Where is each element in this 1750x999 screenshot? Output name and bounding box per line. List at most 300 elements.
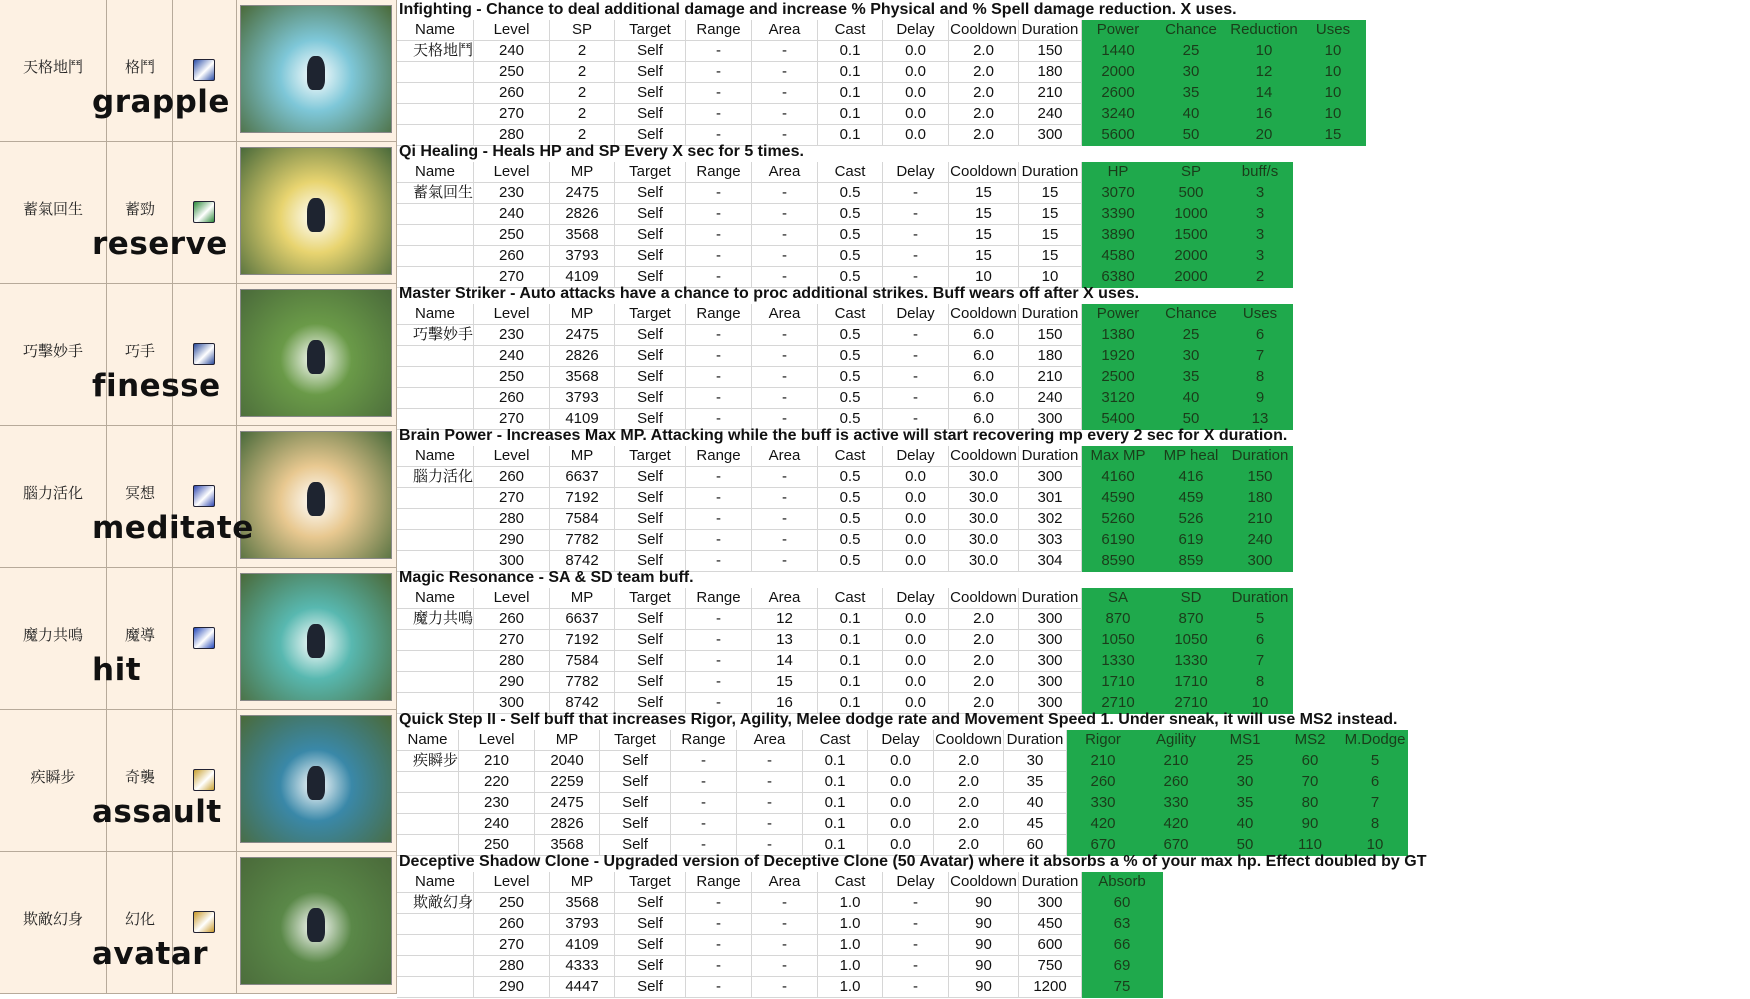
column-header: Level [474, 588, 550, 609]
stat-cell: 13 [752, 630, 818, 651]
bonus-stat-cell: 30 [1155, 62, 1228, 83]
column-header: Target [615, 588, 686, 609]
bonus-column-header: Reduction [1228, 20, 1301, 41]
stat-cell: Self [615, 62, 686, 83]
skill-name-cell: 天格地鬥 [397, 41, 474, 62]
column-header: Cast [803, 730, 868, 751]
column-header: Cooldown [949, 446, 1019, 467]
stat-cell: - [686, 651, 752, 672]
skill-screenshot [240, 431, 392, 559]
stat-cell: 2826 [550, 346, 615, 367]
skill-name-cell [397, 62, 474, 83]
bonus-stat-cell: 5260 [1082, 509, 1155, 530]
bonus-stat-cell: 2500 [1082, 367, 1155, 388]
table-row [397, 530, 1293, 551]
bonus-stat-cell: 13 [1228, 409, 1293, 430]
stat-cell: - [686, 367, 752, 388]
skill-category-cell [107, 852, 173, 994]
stat-cell: Self [615, 83, 686, 104]
stat-cell: - [686, 672, 752, 693]
bonus-column-header: Power [1082, 304, 1155, 325]
bonus-stat-cell: 40 [1155, 104, 1228, 125]
stat-cell: 30 [1004, 751, 1067, 772]
stat-cell: 2 [550, 104, 615, 125]
stat-cell: 3793 [550, 246, 615, 267]
stat-cell: 1.0 [818, 914, 883, 935]
column-header: Duration [1019, 304, 1082, 325]
stat-cell: 10 [1019, 267, 1082, 288]
column-header: Name [397, 588, 474, 609]
column-header: Name [397, 872, 474, 893]
skill-name-cell [397, 346, 474, 367]
bonus-stat-cell: 859 [1155, 551, 1228, 572]
stat-cell: - [752, 977, 818, 998]
bonus-stat-cell: 40 [1155, 388, 1228, 409]
column-header: MP [550, 446, 615, 467]
column-header: Target [615, 446, 686, 467]
skill-screenshot [240, 857, 392, 985]
stat-cell: 300 [1019, 409, 1082, 430]
bonus-stat-cell: 870 [1155, 609, 1228, 630]
stat-cell: 2475 [550, 183, 615, 204]
skill-name-cell [397, 246, 474, 267]
skill-stats-table [397, 20, 1366, 146]
stat-cell: 6637 [550, 467, 615, 488]
stat-cell: 90 [949, 935, 1019, 956]
stat-cell: - [883, 388, 949, 409]
column-header: Name [397, 730, 459, 751]
table-row [397, 751, 1408, 772]
stat-cell: 270 [474, 488, 550, 509]
bonus-stat-cell: 1500 [1155, 225, 1228, 246]
stat-cell: 600 [1019, 935, 1082, 956]
stat-cell: 150 [1019, 41, 1082, 62]
bonus-stat-cell: 8590 [1082, 551, 1155, 572]
stat-cell: 270 [474, 935, 550, 956]
stat-cell: 90 [949, 956, 1019, 977]
bonus-stat-cell: 1330 [1082, 651, 1155, 672]
column-header: Duration [1019, 872, 1082, 893]
skill-cn-name-cell [0, 852, 107, 994]
stat-cell: 250 [474, 62, 550, 83]
skill-category-cell [107, 710, 173, 852]
stat-cell: 0.0 [883, 83, 949, 104]
stat-cell: 2475 [550, 325, 615, 346]
skill-icon-cell [173, 568, 237, 710]
bonus-stat-cell: 30 [1155, 346, 1228, 367]
stat-cell: 0.1 [803, 835, 868, 856]
stat-cell: - [671, 835, 737, 856]
stat-cell: 2 [550, 41, 615, 62]
stat-cell: 0.5 [818, 225, 883, 246]
stat-cell: - [752, 62, 818, 83]
stat-cell: 0.0 [883, 672, 949, 693]
skill-category: 巧手 [124, 342, 155, 360]
bonus-stat-cell: 1710 [1155, 672, 1228, 693]
skill-name-cell: 魔力共鳴 [397, 609, 474, 630]
stat-cell: 2.0 [934, 793, 1004, 814]
stat-cell: - [752, 183, 818, 204]
skill-title: Infighting - Chance to deal additional damage and increase % Physical and % Spell damage reduction. X uses. [399, 1, 1237, 18]
column-header: Delay [883, 162, 949, 183]
stat-cell: 14 [752, 651, 818, 672]
column-header: Level [474, 446, 550, 467]
bonus-stat-cell: 50 [1155, 125, 1228, 146]
column-header: Duration [1004, 730, 1067, 751]
column-header: Range [686, 162, 752, 183]
stat-cell: - [883, 225, 949, 246]
skill-english-name: avatar [92, 936, 209, 972]
bonus-column-header: Chance [1155, 20, 1228, 41]
stat-cell: 3568 [550, 225, 615, 246]
skill-name-cell [397, 509, 474, 530]
skill-screenshot-cell [237, 710, 397, 852]
stat-cell: 2.0 [949, 630, 1019, 651]
skill-name-cell: 巧擊妙手 [397, 325, 474, 346]
stat-cell: - [752, 267, 818, 288]
stat-cell: 0.5 [818, 409, 883, 430]
stat-cell: 2 [550, 83, 615, 104]
stat-cell: Self [615, 346, 686, 367]
stat-cell: 240 [1019, 104, 1082, 125]
skill-category-cell [107, 0, 173, 142]
bonus-stat-cell: 35 [1155, 83, 1228, 104]
skill-screenshot-cell [237, 852, 397, 994]
stat-cell: 3793 [550, 388, 615, 409]
stat-cell: Self [615, 204, 686, 225]
bonus-stat-cell: 80 [1278, 793, 1343, 814]
bonus-stat-cell: 7 [1228, 651, 1293, 672]
stat-cell: 2.0 [949, 609, 1019, 630]
stat-cell: 2475 [535, 793, 600, 814]
bonus-stat-cell: 1000 [1155, 204, 1228, 225]
stat-cell: 40 [1004, 793, 1067, 814]
stat-cell: - [737, 751, 803, 772]
stat-cell: - [883, 183, 949, 204]
bonus-stat-cell: 8 [1228, 367, 1293, 388]
stat-cell: 0.0 [868, 772, 934, 793]
bonus-stat-cell: 870 [1082, 609, 1155, 630]
skill-title: Deceptive Shadow Clone - Upgraded version of Deceptive Clone (50 Avatar) where it absorbs a % of your max hp. Effect doubled by GT [399, 853, 1427, 870]
stat-cell: 300 [1019, 651, 1082, 672]
column-header: Target [600, 730, 671, 751]
bonus-column-header: Power [1082, 20, 1155, 41]
stat-cell: Self [615, 914, 686, 935]
stat-cell: 0.0 [883, 630, 949, 651]
stat-cell: 0.5 [818, 509, 883, 530]
bonus-column-header: Uses [1301, 20, 1366, 41]
stat-cell: - [686, 388, 752, 409]
table-row [397, 83, 1366, 104]
bonus-stat-cell: 10 [1228, 693, 1293, 714]
skill-icon-cell [173, 710, 237, 852]
column-header: Target [615, 872, 686, 893]
stat-cell: 2.0 [934, 835, 1004, 856]
bonus-column-header: Duration [1228, 446, 1293, 467]
stat-cell: - [752, 83, 818, 104]
stat-cell: 0.5 [818, 346, 883, 367]
stat-cell: Self [615, 630, 686, 651]
column-header: Delay [883, 304, 949, 325]
skill-block [0, 568, 1750, 710]
table-header-row [397, 446, 1293, 467]
stat-cell: 270 [474, 267, 550, 288]
stat-cell: Self [600, 751, 671, 772]
skill-name-cell [397, 672, 474, 693]
bonus-stat-cell: 2000 [1155, 246, 1228, 267]
character-figure-icon [307, 56, 325, 90]
stat-cell: 0.0 [868, 793, 934, 814]
stat-cell: - [883, 914, 949, 935]
stat-cell: - [752, 204, 818, 225]
stat-cell: 0.5 [818, 367, 883, 388]
stat-cell: - [883, 267, 949, 288]
bonus-stat-cell: 7 [1343, 793, 1408, 814]
bonus-stat-cell: 459 [1155, 488, 1228, 509]
bonus-stat-cell: 3240 [1082, 104, 1155, 125]
stat-cell: 0.1 [803, 751, 868, 772]
column-header: Cast [818, 588, 883, 609]
skill-english-name: grapple [92, 84, 230, 120]
stat-cell: 250 [474, 225, 550, 246]
stat-cell: 0.1 [818, 41, 883, 62]
stat-cell: 0.5 [818, 530, 883, 551]
stat-cell: 6.0 [949, 325, 1019, 346]
stat-cell: 280 [474, 509, 550, 530]
stat-cell: - [752, 409, 818, 430]
bonus-stat-cell: 210 [1140, 751, 1213, 772]
bonus-stat-cell: 5600 [1082, 125, 1155, 146]
bonus-stat-cell: 5 [1343, 751, 1408, 772]
stat-cell: - [752, 914, 818, 935]
bonus-column-header: MP heal [1155, 446, 1228, 467]
stat-cell: 4447 [550, 977, 615, 998]
table-header-row [397, 730, 1408, 751]
stat-cell: 0.1 [818, 83, 883, 104]
column-header: Range [686, 304, 752, 325]
bonus-stat-cell: 70 [1278, 772, 1343, 793]
stat-cell: 15 [1019, 204, 1082, 225]
bonus-column-header: Agility [1140, 730, 1213, 751]
table-row [397, 325, 1293, 346]
stat-cell: - [686, 346, 752, 367]
bonus-stat-cell: 240 [1228, 530, 1293, 551]
stat-cell: 300 [474, 551, 550, 572]
skill-screenshot [240, 5, 392, 133]
stat-cell: - [752, 935, 818, 956]
bonus-stat-cell: 420 [1140, 814, 1213, 835]
column-header: Delay [883, 588, 949, 609]
stat-cell: 3568 [550, 367, 615, 388]
table-header-row [397, 588, 1293, 609]
stat-cell: Self [615, 956, 686, 977]
column-header: Cooldown [934, 730, 1004, 751]
bonus-stat-cell: 50 [1155, 409, 1228, 430]
stat-cell: 2.0 [949, 125, 1019, 146]
skill-category-cell [107, 568, 173, 710]
stat-cell: Self [615, 530, 686, 551]
bonus-column-header: buff/s [1228, 162, 1293, 183]
stat-cell: - [686, 246, 752, 267]
stat-cell: 0.1 [818, 104, 883, 125]
stat-cell: 2.0 [949, 62, 1019, 83]
column-header: Area [752, 588, 818, 609]
column-header: Duration [1019, 20, 1082, 41]
column-header: Area [752, 162, 818, 183]
skill-name-cell [397, 935, 474, 956]
bonus-stat-cell: 2600 [1082, 83, 1155, 104]
stat-cell: 240 [474, 346, 550, 367]
stat-cell: 0.0 [883, 125, 949, 146]
stat-cell: - [737, 772, 803, 793]
table-row [397, 935, 1163, 956]
stat-cell: - [752, 488, 818, 509]
table-row [397, 204, 1293, 225]
stat-cell: 15 [1019, 246, 1082, 267]
stat-cell: - [686, 935, 752, 956]
bonus-stat-cell: 69 [1082, 956, 1163, 977]
stat-cell: - [752, 246, 818, 267]
skill-cn-name: 巧擊妙手 [22, 342, 83, 360]
bonus-stat-cell: 9 [1228, 388, 1293, 409]
stat-cell: - [686, 325, 752, 346]
stat-cell: - [671, 814, 737, 835]
stat-cell: - [737, 814, 803, 835]
column-header: Range [686, 588, 752, 609]
column-header: MP [550, 872, 615, 893]
skill-name-cell [397, 956, 474, 977]
stat-cell: 2 [550, 62, 615, 83]
stat-cell: 303 [1019, 530, 1082, 551]
skill-category-cell [107, 426, 173, 568]
skill-screenshot [240, 715, 392, 843]
stat-cell: 30.0 [949, 530, 1019, 551]
stat-cell: 15 [1019, 225, 1082, 246]
stat-cell: Self [615, 225, 686, 246]
stat-cell: 280 [474, 956, 550, 977]
skill-english-name: assault [92, 794, 222, 830]
skill-name-cell [397, 225, 474, 246]
stat-cell: - [686, 509, 752, 530]
skill-block [0, 284, 1750, 426]
stat-cell: - [752, 225, 818, 246]
bonus-stat-cell: 420 [1067, 814, 1140, 835]
bonus-stat-cell: 3 [1228, 204, 1293, 225]
column-header: Level [474, 20, 550, 41]
stat-cell: Self [600, 835, 671, 856]
stat-cell: - [686, 551, 752, 572]
skill-name-cell [397, 83, 474, 104]
stat-cell: - [883, 246, 949, 267]
bonus-stat-cell: 15 [1301, 125, 1366, 146]
skill-category: 魔導 [124, 626, 155, 644]
stat-cell: 30.0 [949, 467, 1019, 488]
skill-icon [193, 627, 215, 649]
bonus-stat-cell: 5 [1228, 609, 1293, 630]
skill-name-cell [397, 530, 474, 551]
table-row [397, 793, 1408, 814]
table-row [397, 246, 1293, 267]
stat-cell: - [686, 183, 752, 204]
bonus-stat-cell: 2710 [1155, 693, 1228, 714]
stat-cell: 0.1 [818, 62, 883, 83]
stat-cell: Self [615, 672, 686, 693]
bonus-stat-cell: 14 [1228, 83, 1301, 104]
stat-cell: - [686, 630, 752, 651]
stat-cell: 15 [752, 672, 818, 693]
skill-name-cell: 蓄氣回生 [397, 183, 474, 204]
bonus-stat-cell: 670 [1067, 835, 1140, 856]
column-header: Range [686, 446, 752, 467]
stat-cell: 4109 [550, 935, 615, 956]
stat-cell: 260 [474, 914, 550, 935]
stat-cell: 220 [459, 772, 535, 793]
stat-cell: 2.0 [949, 672, 1019, 693]
bonus-stat-cell: 3 [1228, 246, 1293, 267]
stat-cell: 0.5 [818, 467, 883, 488]
table-row [397, 814, 1408, 835]
stat-cell: 302 [1019, 509, 1082, 530]
skill-cn-name: 魔力共鳴 [22, 626, 83, 644]
table-row [397, 367, 1293, 388]
bonus-stat-cell: 20 [1228, 125, 1301, 146]
skill-english-name: reserve [92, 226, 228, 262]
skill-block [0, 710, 1750, 852]
stat-cell: 4333 [550, 956, 615, 977]
column-header: Delay [883, 446, 949, 467]
bonus-stat-cell: 6190 [1082, 530, 1155, 551]
stat-cell: 0.1 [818, 693, 883, 714]
column-header: Area [752, 446, 818, 467]
skill-cn-name-cell [0, 426, 107, 568]
skill-name-cell: 腦力活化 [397, 467, 474, 488]
column-header: Target [615, 162, 686, 183]
table-row [397, 467, 1293, 488]
bonus-stat-cell: 4580 [1082, 246, 1155, 267]
stat-cell: 0.0 [883, 693, 949, 714]
table-row [397, 630, 1293, 651]
stat-cell: 6.0 [949, 388, 1019, 409]
stat-cell: 15 [949, 204, 1019, 225]
stat-cell: 6.0 [949, 367, 1019, 388]
character-figure-icon [307, 624, 325, 658]
stat-cell: - [737, 793, 803, 814]
bonus-column-header: SP [1155, 162, 1228, 183]
bonus-stat-cell: 60 [1082, 893, 1163, 914]
stat-cell: 270 [474, 630, 550, 651]
stat-cell: Self [615, 41, 686, 62]
stat-cell: 0.0 [883, 488, 949, 509]
skill-cn-name-cell [0, 710, 107, 852]
skill-icon-cell [173, 852, 237, 994]
skill-icon [193, 769, 215, 791]
column-header: Cast [818, 162, 883, 183]
stat-cell: 12 [752, 609, 818, 630]
stat-cell: - [686, 83, 752, 104]
skill-name-cell [397, 651, 474, 672]
stat-cell: 210 [459, 751, 535, 772]
bonus-column-header: M.Dodge [1343, 730, 1408, 751]
skill-icon-cell [173, 426, 237, 568]
stat-cell: 6.0 [949, 346, 1019, 367]
stat-cell: 3793 [550, 914, 615, 935]
bonus-stat-cell: 50 [1213, 835, 1278, 856]
column-header: Level [459, 730, 535, 751]
bonus-column-header: Absorb [1082, 872, 1163, 893]
stat-cell: 7782 [550, 672, 615, 693]
skill-block [0, 0, 1750, 142]
stat-cell: 4109 [550, 267, 615, 288]
